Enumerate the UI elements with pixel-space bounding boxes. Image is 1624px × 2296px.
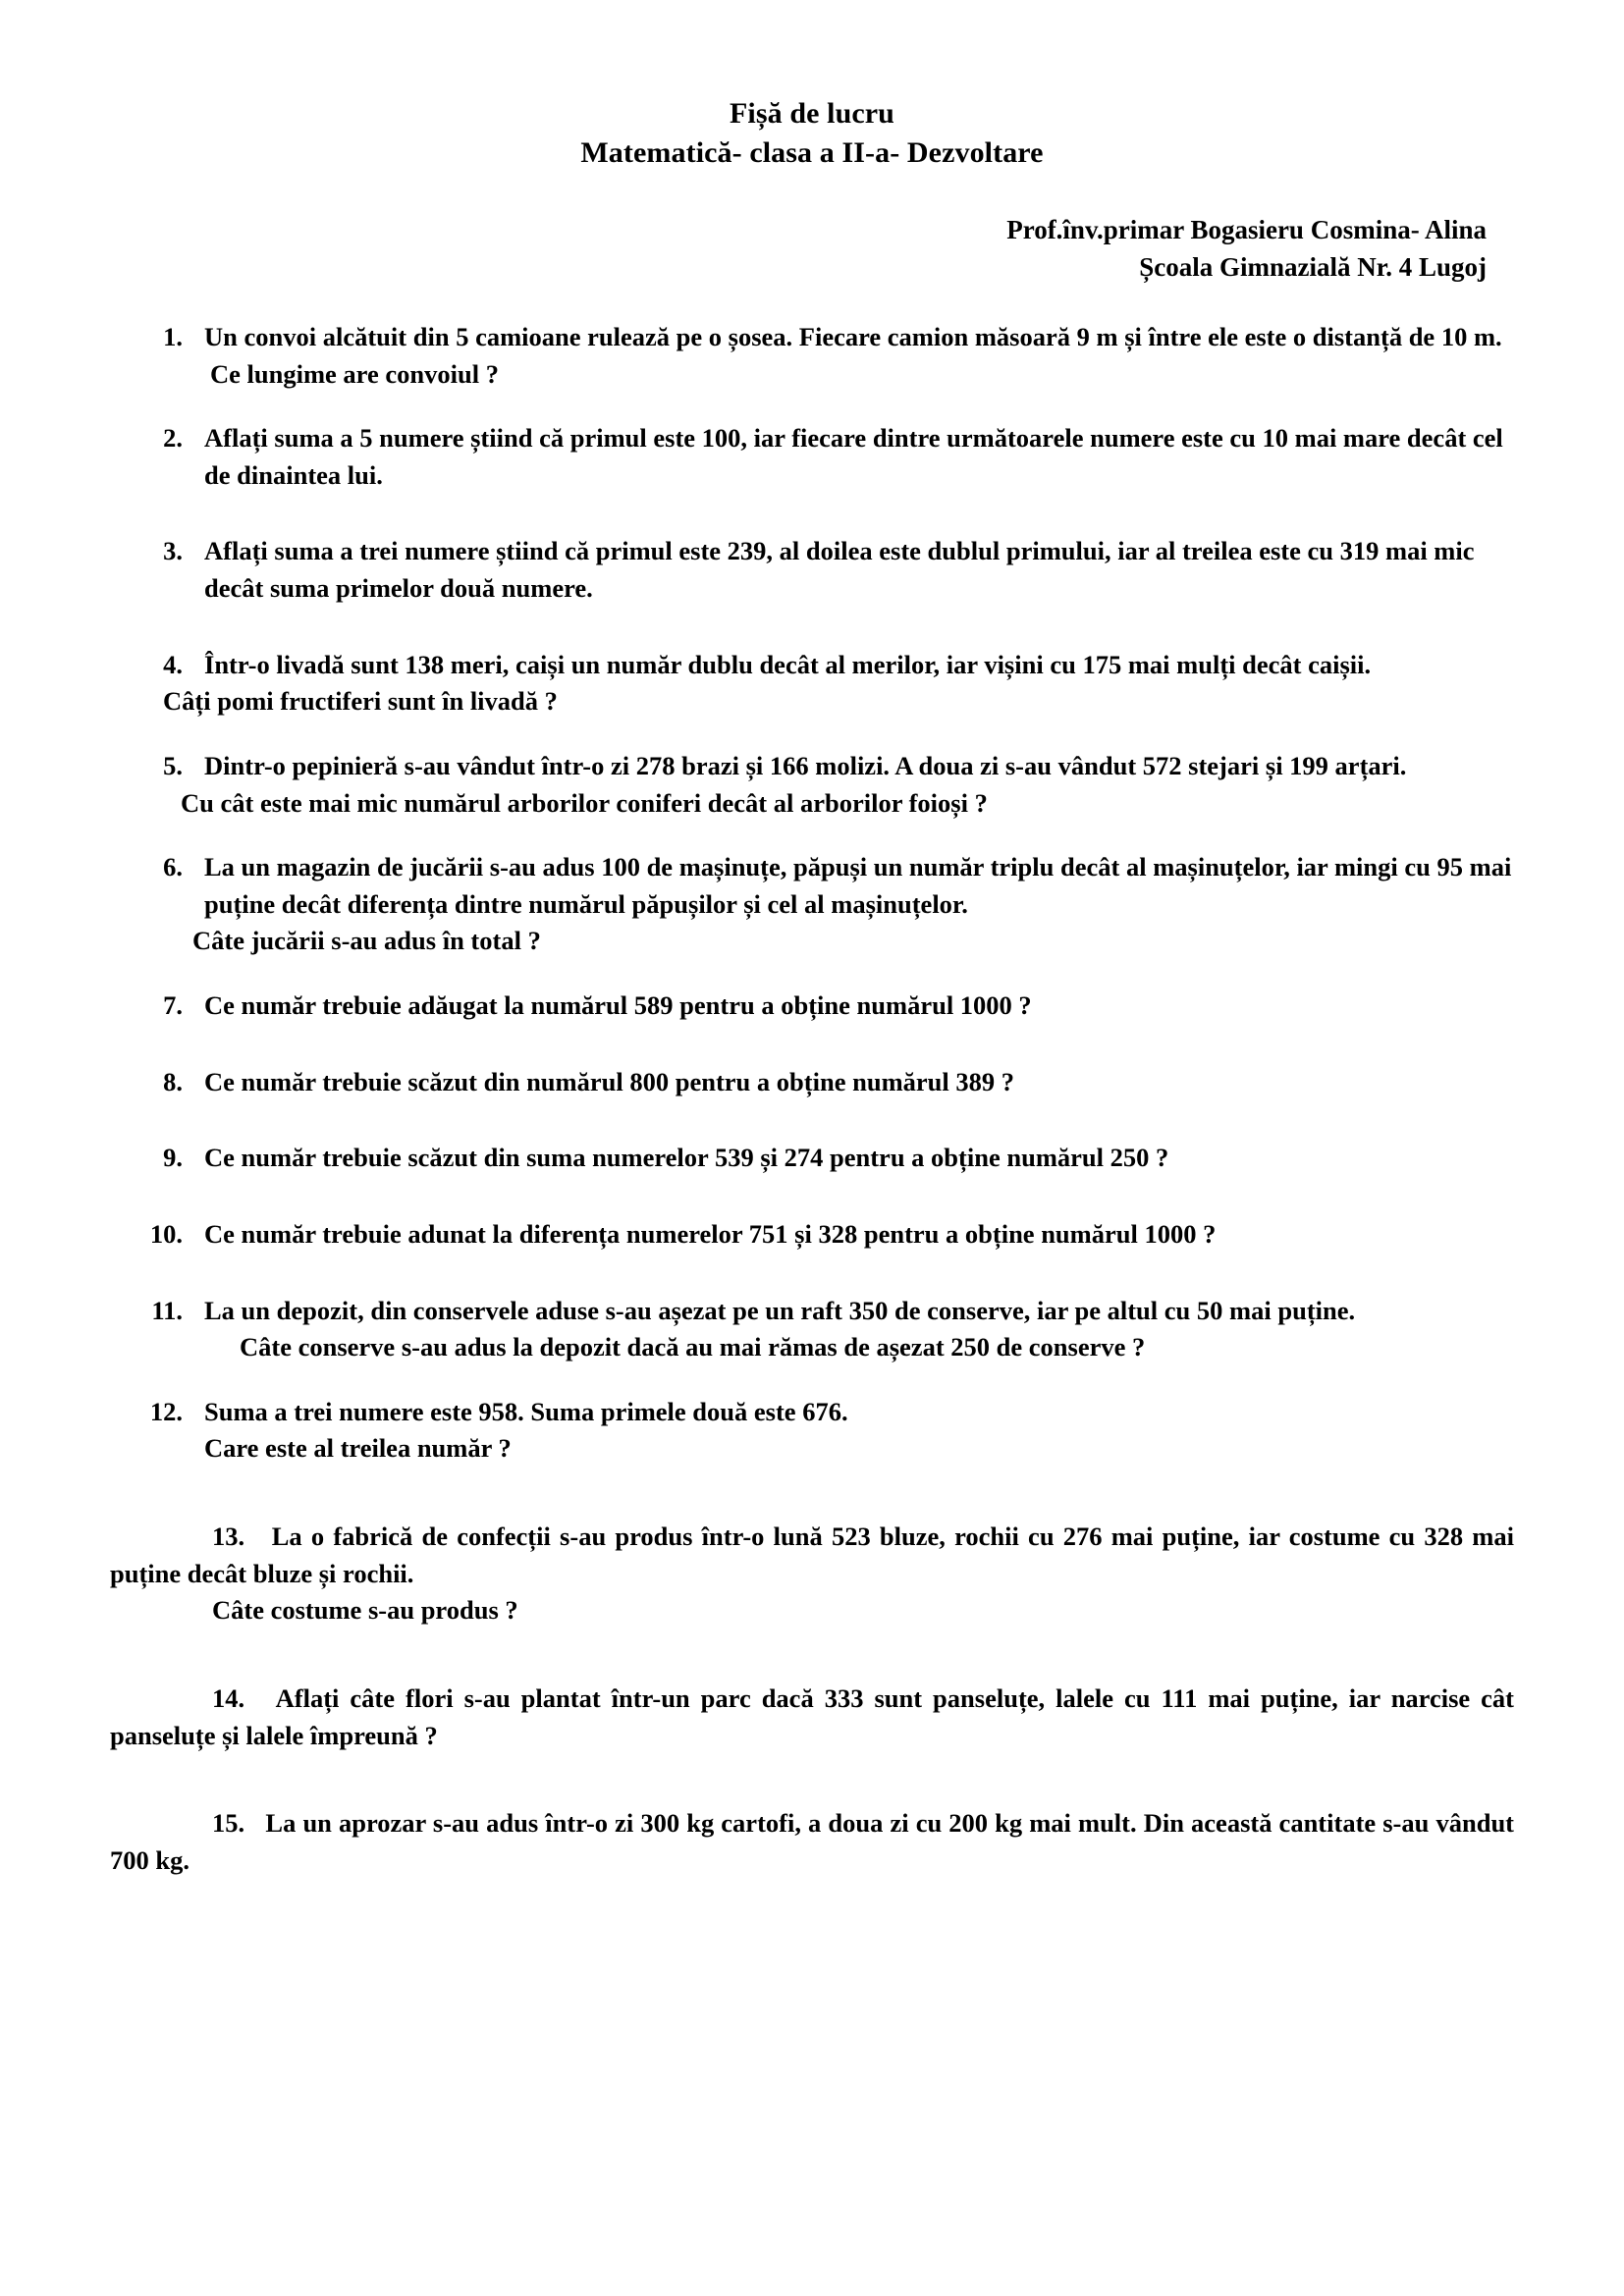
- problem-text: Într-o livadă sunt 138 meri, caiși un număr dublu decât al merilor, iar vișini cu 175 mai mulți decât caișii.: [204, 649, 1372, 679]
- problem-number: 1.: [163, 321, 183, 351]
- problem-body: [204, 1140, 1514, 1177]
- problem-body: [204, 1064, 1514, 1101]
- problem-item: [110, 988, 1514, 1025]
- problem-item: [110, 748, 1514, 822]
- problem-text: La un aprozar s-au adus într-o zi 300 kg cartofi, a doua zi cu 200 kg mai mult. Din această cantitate s-au vândut 700 kg.: [110, 1808, 1515, 1875]
- problem-body: [204, 1216, 1514, 1254]
- problem-item: [110, 1064, 1514, 1101]
- problem-number: 3.: [163, 536, 183, 566]
- problem-number: 11.: [151, 1295, 183, 1325]
- problem-number: 5.: [163, 750, 183, 780]
- problem-text: Ce număr trebuie adăugat la numărul 589 pentru a obține numărul 1000 ?: [204, 990, 1032, 1020]
- problem-item: [110, 1216, 1514, 1254]
- title-line-secondary: Matematică- clasa a II-a- Dezvoltare: [580, 136, 1044, 170]
- problem-number: 8.: [163, 1066, 183, 1096]
- problem-text: La un magazin de jucării s-au adus 100 de mașinuțe, păpuși un număr triplu decât al mașinuțelor, iar mingi cu 95 mai puține decât diferența dintre numărul păpușilor și cel al mașinuțelor.: [204, 852, 1512, 919]
- problem-text: Aflați suma a trei numere știind că primul este 239, al doilea este dublul primului, iar al treilea este cu 319 mai mic decât suma primelor două numere.: [204, 536, 1475, 603]
- problem-question: Câte jucării s-au adus în total ?: [192, 926, 541, 956]
- problem-number: 6.: [163, 852, 183, 882]
- problem-paragraph: [110, 1681, 1514, 1754]
- problem-item: [110, 1681, 1514, 1754]
- problem-item: [110, 1805, 1514, 1879]
- problem-question: Care este al treilea număr ?: [204, 1433, 512, 1464]
- problem-text: Aflați câte flori s-au plantat într-un parc dacă 333 sunt panseluțe, lalele cu 111 mai puține, iar narcise cât panseluțe și lalele împreună ?: [110, 1682, 1514, 1750]
- problem-question: Câți pomi fructiferi sunt în livadă ?: [163, 686, 558, 717]
- problem-number: 10.: [149, 1218, 183, 1249]
- page-title: [110, 94, 1514, 173]
- problem-text: Ce număr trebuie scăzut din suma numerelor 539 și 274 pentru a obține numărul 250 ?: [204, 1143, 1169, 1173]
- problem-body: [181, 748, 1514, 822]
- problem-body: [204, 420, 1514, 494]
- problem-text: La un depozit, din conservele aduse s-au așezat pe un raft 350 de conserve, iar pe altul cu 50 mai puține.: [204, 1295, 1356, 1325]
- problem-item: [110, 1519, 1514, 1629]
- problem-item: [110, 319, 1514, 393]
- problem-item: [110, 533, 1514, 607]
- problem-item: [110, 1140, 1514, 1177]
- problem-body: [163, 647, 1514, 721]
- problem-text: Suma a trei numere este 958. Suma primele două este 676.: [204, 1396, 848, 1426]
- author-name: Prof.înv.primar Bogasieru Cosmina- Alina: [1006, 215, 1487, 245]
- problem-body: [204, 1293, 1514, 1366]
- problem-list: [110, 319, 1514, 1880]
- problem-item: [110, 420, 1514, 494]
- problem-text: Dintr-o pepinieră s-au vândut într-o zi 278 brazi și 166 molizi. A doua zi s-au vândut 572 stejari și 199 arțari.: [204, 750, 1407, 780]
- problem-question: Câte costume s-au produs ?: [212, 1595, 518, 1626]
- problem-body: [192, 849, 1514, 960]
- problem-number: 15.: [212, 1808, 245, 1839]
- problem-number: 4.: [163, 649, 183, 679]
- problem-text: Un convoi alcătuit din 5 camioane rulează pe o șosea. Fiecare camion măsoară 9 m și între ele este o distanță de 10 m.: [204, 321, 1502, 351]
- problem-text: Ce număr trebuie adunat la diferența numerelor 751 și 328 pentru a obține numărul 1000 ?: [204, 1218, 1217, 1249]
- problem-question: Câte conserve s-au adus la depozit dacă au mai rămas de așezat 250 de conserve ?: [240, 1332, 1146, 1362]
- problem-body: [204, 533, 1514, 607]
- title-line-primary: Fișă de lucru: [730, 97, 894, 130]
- problem-paragraph: [110, 1805, 1514, 1879]
- problem-number: 9.: [163, 1143, 183, 1173]
- author-school: Școala Gimnazială Nr. 4 Lugoj: [1139, 251, 1487, 282]
- problem-number: 12.: [149, 1396, 183, 1426]
- author-block: [110, 212, 1487, 286]
- problem-text: Aflați suma a 5 numere știind că primul este 100, iar fiecare dintre următoarele numere este cu 10 mai mare decât cel de dinaintea lui.: [204, 423, 1503, 490]
- problem-number: 14.: [212, 1682, 245, 1713]
- problem-item: [110, 1293, 1514, 1366]
- problem-body: [204, 319, 1514, 393]
- problem-item: [110, 1394, 1514, 1468]
- problem-number: 13.: [212, 1522, 245, 1551]
- problem-item: [110, 647, 1514, 721]
- problem-text: Ce număr trebuie scăzut din numărul 800 pentru a obține numărul 389 ?: [204, 1066, 1015, 1096]
- problem-question: Ce lungime are convoiul ?: [210, 358, 499, 389]
- problem-body: [204, 988, 1514, 1025]
- problem-number: 7.: [163, 990, 183, 1020]
- problem-item: [110, 849, 1514, 960]
- problem-body: [204, 1394, 1514, 1468]
- problem-question: Cu cât este mai mic numărul arborilor coniferi decât al arborilor foioși ?: [181, 787, 988, 818]
- problem-text: La o fabrică de confecții s-au produs într-o lună 523 bluze, rochii cu 276 mai puține, iar costume cu 328 mai puține decât bluze și rochii.: [110, 1522, 1514, 1588]
- problem-number: 2.: [163, 423, 183, 454]
- problem-paragraph: [110, 1519, 1514, 1592]
